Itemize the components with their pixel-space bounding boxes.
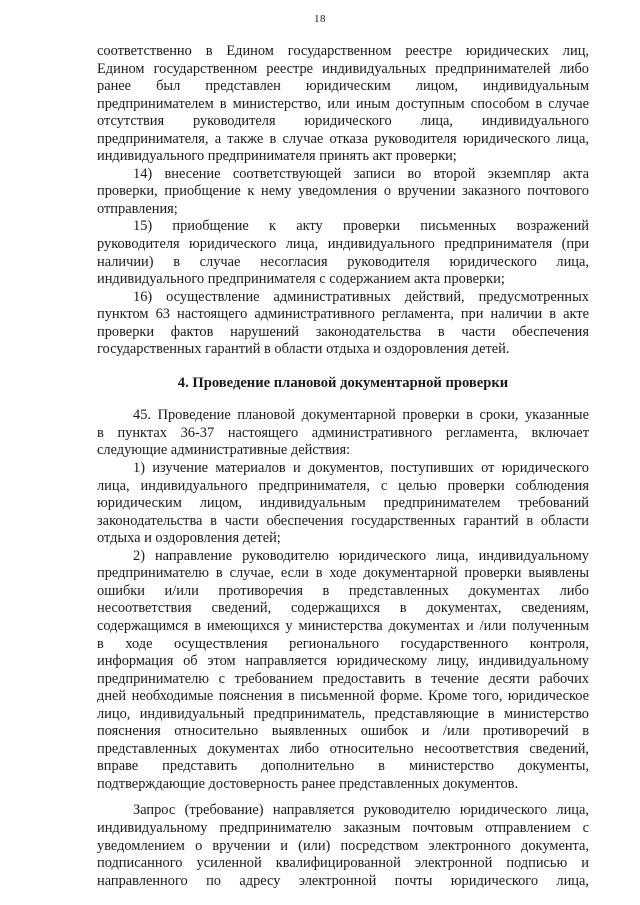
text-line: информация об этом направляется юридическому лицу, индивидуальному	[97, 653, 589, 670]
text-line: 2) направление руководителю юридического лица, индивидуальному	[133, 547, 589, 564]
text-line: индивидуального предпринимателя с содержанием акта проверки;	[97, 271, 505, 288]
text-line: отсутствия руководителя юридического лица, индивидуального	[97, 113, 589, 130]
text-line: пунктом 63 настоящего административного регламента, при наличии в акте	[97, 306, 589, 323]
text-line: отправления;	[97, 200, 178, 217]
text-line: индивидуального предпринимателя принять акт проверки;	[97, 148, 457, 165]
text-line: 1) изучение материалов и документов, поступивших от юридического	[133, 460, 589, 477]
sub-item-1	[97, 460, 589, 548]
text-line: пояснения относительно выявленных ошибок и /или противоречий в	[97, 723, 589, 740]
text-line: предпринимателем в министерство, или иным доступным способом в случае	[97, 95, 589, 112]
text-line: лицо, индивидуальный предприниматель, представляющие в министерство	[97, 705, 589, 722]
text-line: проверки, приобщение к нему уведомления о вручении заказного почтового	[97, 183, 589, 200]
text-line: лица, индивидуального предпринимателя, с целью проверки соблюдения	[97, 477, 589, 494]
paragraph-block1	[97, 43, 589, 166]
text-line: уведомлением о вручении и (или) посредством электронного документа,	[97, 837, 589, 854]
text-line: проверки фактов нарушений законодательства в части обеспечения	[97, 323, 589, 340]
text-line: направленного по адресу электронной почты юридического лица,	[97, 872, 589, 889]
text-line: подписанного усиленной квалифицированной электронной подписью и	[97, 855, 589, 872]
section-heading: 4. Проведение плановой документарной проверки	[177, 374, 509, 391]
text-line: подтверждающие достоверность ранее представленных документов.	[97, 775, 519, 792]
text-line: содержащимся в имеющихся у министерства документах и /или полученным	[97, 617, 589, 634]
text-line: государственных гарантий в области отдыха и оздоровления детей.	[97, 341, 510, 358]
text-line: предпринимателя, а также в случае отказа руководителя юридического лица,	[97, 130, 589, 147]
text-line: в пунктах 36-37 настоящего административного регламента, включает	[97, 424, 589, 441]
page-number: 18	[314, 13, 326, 25]
list-item-15	[97, 218, 589, 288]
text-line: Запрос (требование) направляется руководителю юридического лица,	[133, 802, 589, 819]
text-line: 45. Проведение плановой документарной проверки в сроки, указанные	[133, 407, 589, 424]
text-line: руководителя юридического лица, индивидуального предпринимателя (при	[97, 236, 589, 253]
text-line: 15) приобщение к акту проверки письменных возражений	[133, 218, 589, 235]
text-line: ранее был представлен юридическим лицом, индивидуальным	[97, 78, 589, 95]
list-item-16	[97, 289, 589, 359]
sub-item-2	[97, 548, 589, 794]
text-line: ошибки и/или противоречия в представленных документах либо	[97, 582, 589, 599]
text-line: представленных документах либо относительно несоответствия сведений,	[97, 740, 589, 757]
text-line: соответственно в Едином государственном реестре юридических лиц,	[97, 43, 589, 59]
paragraph-spacer	[97, 793, 589, 802]
text-line: вправе представить дополнительно в министерство документы,	[97, 758, 589, 775]
text-line: 14) внесение соответствующей записи во второй экземпляр акта	[133, 165, 589, 182]
text-line: индивидуальному предпринимателю заказным почтовым отправлением с	[97, 819, 589, 836]
text-line: дней необходимые пояснения в письменной форме. Кроме того, юридическое	[97, 688, 589, 705]
text-line: следующие административные действия:	[97, 442, 351, 459]
text-line: предпринимателю с требованием предоставить в течение десяти рабочих	[97, 670, 589, 687]
text-line: юридическим лицом, индивидуальным предпринимателем требований	[97, 495, 589, 512]
text-line: Едином государственном реестре индивидуальных предпринимателей либо	[97, 60, 589, 77]
text-line: в ходе осуществления регионального государственного контроля,	[97, 635, 589, 652]
text-line: отдыха и оздоровления детей;	[97, 530, 281, 547]
text-line: наличии) в случае несогласия руководителя юридического лица,	[97, 253, 589, 270]
text-line: предпринимателю в случае, если в ходе документарной проверки выявлены	[97, 565, 589, 582]
text-line: 16) осуществление административных действий, предусмотренных	[133, 288, 589, 305]
list-item-14	[97, 166, 589, 219]
paragraph-request	[97, 802, 589, 890]
document-body	[97, 43, 589, 890]
text-line: законодательства в части обеспечения государственных гарантий в области	[97, 512, 589, 529]
paragraph-45	[97, 407, 589, 460]
text-line: несоответствия сведений, содержащихся в документах, сведениям,	[97, 600, 589, 617]
